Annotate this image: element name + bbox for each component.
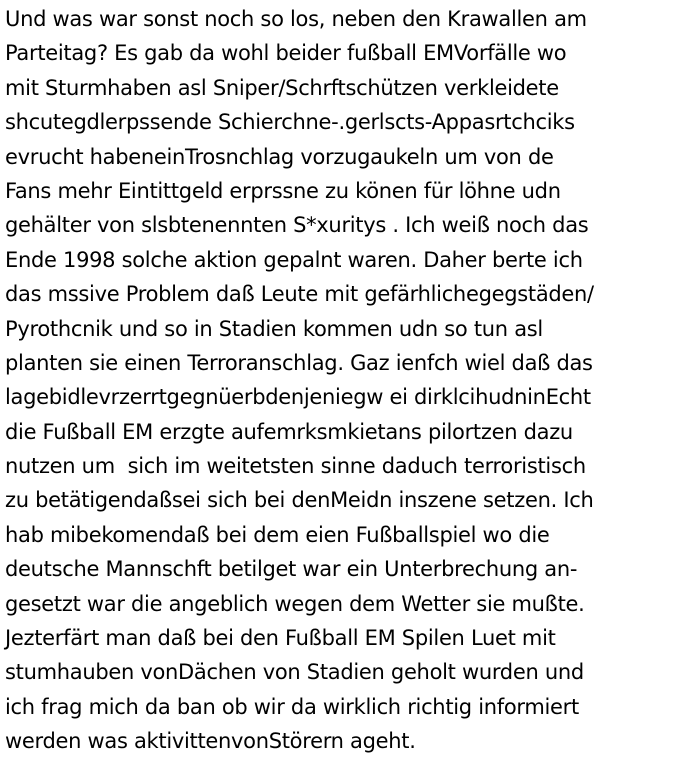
text-line-16: hab mibekomendaß bei dem eien Fußballspiel wo die: [5, 522, 550, 547]
text-line-13: die Fußball EM erzgte aufemrksmkietans pilortzen dazu: [5, 419, 573, 444]
text-line-14: nutzen um sich im weitetsten sinne daduch terroristisch: [5, 454, 586, 479]
text-line-8: Ende 1998 solche aktion gepalnt waren. Daher berte ich: [5, 247, 583, 272]
text-line-9: das mssive Problem daß Leute mit gefärhlichegegstäden/: [5, 282, 594, 307]
document-text-block: [5, 2, 681, 759]
text-line-4: shcutegdlerpssende Schierchne-.gerlscts-Appasrtchciks: [5, 110, 575, 135]
text-line-15: zu betätigendaßsei sich bei denMeidn inszene setzen. Ich: [5, 488, 594, 513]
text-line-5: evrucht habeneinTrosnchlag vorzugaukeln um von de: [5, 144, 554, 169]
text-line-1: Und was war sonst noch so los, neben den Krawallen am: [5, 7, 587, 31]
text-line-20: stumhauben vonDächen von Stadien geholt wurden und: [5, 660, 584, 685]
text-line-22: werden was aktivittenvonStörern ageht.: [5, 729, 416, 754]
text-line-3: mit Sturmhaben asl Sniper/Schrftschützen verkleidete: [5, 75, 559, 100]
text-line-6: Fans mehr Eintittgeld erprssne zu könen für löhne udn: [5, 178, 561, 203]
text-line-12: lagebidlevrzerrtgegnüerbdenjeniegw ei dirklcihudninEcht: [5, 385, 591, 410]
text-line-21: ich frag mich da ban ob wir da wirklich richtig informiert: [5, 694, 579, 719]
text-line-18: gesetzt war die angeblich wegen dem Wetter sie mußte.: [5, 591, 585, 616]
text-line-10: Pyrothcnik und so in Stadien kommen udn so tun asl: [5, 316, 543, 341]
text-line-2: Parteitag? Es gab da wohl beider fußball EMVorfälle wo: [5, 41, 567, 66]
text-line-19: Jezterfärt man daß bei den Fußball EM Spilen Luet mit: [5, 626, 556, 651]
text-line-7: gehälter von slsbtenennten S*xuritys . Ich weiß noch das: [5, 213, 589, 238]
text-line-17: deutsche Mannschft betilget war ein Unterbrechung an-: [5, 557, 578, 582]
text-line-11: planten sie einen Terroranschlag. Gaz ienfch wiel daß das: [5, 350, 593, 375]
